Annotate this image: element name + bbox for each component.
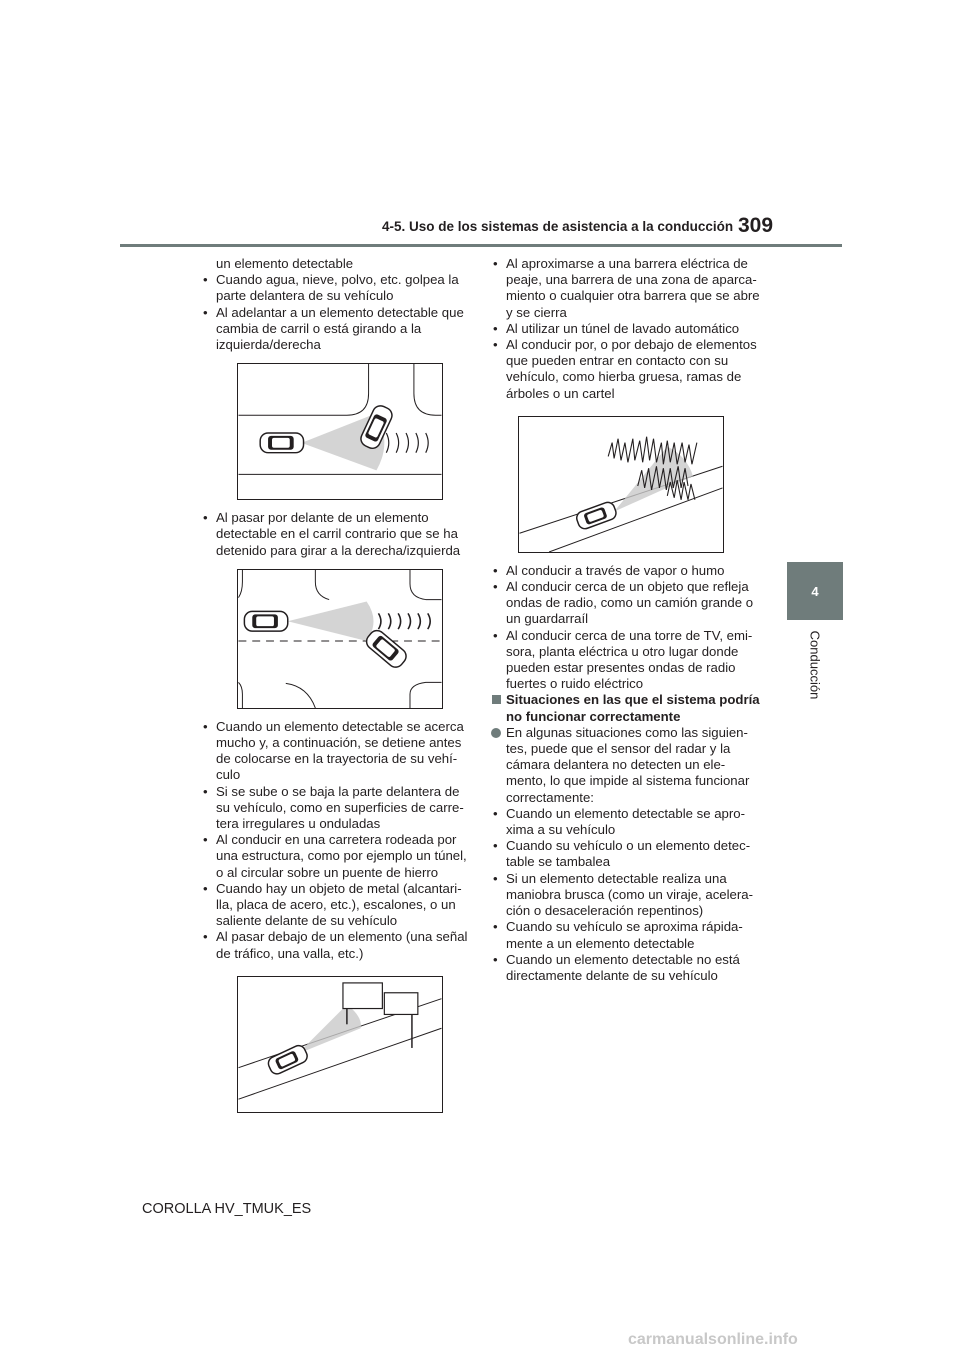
list-item: • Cuando su vehículo se aproxima rápida-mente a un elemento detectable bbox=[490, 919, 765, 951]
figure-thick-grass bbox=[518, 416, 724, 553]
list-item: • Si un elemento detectable realiza una maniobra brusca (como un viraje, acelera-ción o desaceleración repentinos) bbox=[490, 871, 765, 920]
list-item: • Al utilizar un túnel de lavado automático bbox=[490, 321, 765, 337]
figure-oncoming-stopped-vehicle bbox=[237, 569, 443, 709]
list-item: • Al pasar debajo de un elemento (una señal de tráfico, una valla, etc.) bbox=[200, 929, 475, 961]
list-item: • Al conducir por, o por debajo de elementos que pueden entrar en contacto con su vehículo, como hierba gruesa, ramas de árboles o un cartel bbox=[490, 337, 765, 402]
list-item: • Al aproximarse a una barrera eléctrica de peaje, una barrera de una zona de aparca-miento o cualquier otra barrera que se abre y se cierra bbox=[490, 256, 765, 321]
intro-continuation: un elemento detectable bbox=[216, 256, 354, 271]
list-item: • Al conducir en una carretera rodeada por una estructura, como por ejemplo un túnel, o al circular sobre un puente de hierro bbox=[200, 832, 475, 881]
list-item: • Cuando un elemento detectable no está directamente delante de su vehículo bbox=[490, 952, 765, 984]
list-item: • Al conducir a través de vapor o humo bbox=[490, 563, 765, 579]
list-item: • Cuando su vehículo o un elemento detec-table se tambalea bbox=[490, 838, 765, 870]
list-item: • Cuando hay un objeto de metal (alcantari-lla, placa de acero, etc.), escalones, o un saliente delante de su vehículo bbox=[200, 881, 475, 930]
list-item: • Cuando un elemento detectable se apro-xima a su vehículo bbox=[490, 806, 765, 838]
list-item: • Si se sube o se baja la parte delantera de su vehículo, como en superficies de carre-tera irregulares u onduladas bbox=[200, 784, 475, 833]
figure-turning-vehicle bbox=[237, 363, 443, 500]
header-rule bbox=[120, 244, 842, 247]
list-item: • Al pasar por delante de un elemento detectable en el carril contrario que se ha detenido para girar a la derecha/izquierda bbox=[200, 510, 475, 559]
circle-bullet-icon bbox=[491, 728, 501, 738]
chapter-tab[interactable] bbox=[787, 562, 843, 620]
list-item: • Al conducir cerca de una torre de TV, emi-sora, planta eléctrica u otro lugar donde pueden estar presentes ondas de radio fuertes o ruido eléctrico bbox=[490, 628, 765, 693]
page-number: 309 bbox=[738, 214, 774, 237]
right-column bbox=[490, 256, 765, 984]
list-item: • Cuando un elemento detectable se acerca mucho y, a continuación, se detiene antes de colocarse en la trayectoria de su vehí-culo bbox=[200, 719, 475, 784]
list-item: • Cuando agua, nieve, polvo, etc. golpea la parte delantera de su vehículo bbox=[200, 272, 475, 304]
watermark[interactable]: carmanualsonline.info bbox=[628, 1331, 798, 1348]
chapter-number: 4 bbox=[811, 583, 819, 599]
list-item: • Al conducir cerca de un objeto que refleja ondas de radio, como un camión grande o un guardarraíl bbox=[490, 579, 765, 628]
figure-overhead-sign bbox=[237, 976, 443, 1113]
chapter-label: Conducción bbox=[807, 630, 823, 700]
square-bullet-icon bbox=[492, 695, 501, 704]
section-title: 4-5. Uso de los sistemas de asistencia a la conducción bbox=[382, 219, 734, 234]
section-heading: Situaciones en las que el sistema podría no funcionar correctamente bbox=[490, 692, 765, 724]
footer-model: COROLLA HV_TMUK_ES bbox=[142, 1201, 312, 1217]
circle-paragraph: En algunas situaciones como las siguien-tes, puede que el sensor del radar y la cámara delantera no detecten un ele-mento, lo que impide al sistema funcionar correctamente: bbox=[490, 725, 765, 806]
list-item: • Al adelantar a un elemento detectable que cambia de carril o está girando a la izquierda/derecha bbox=[200, 305, 475, 354]
left-column bbox=[200, 256, 475, 1123]
